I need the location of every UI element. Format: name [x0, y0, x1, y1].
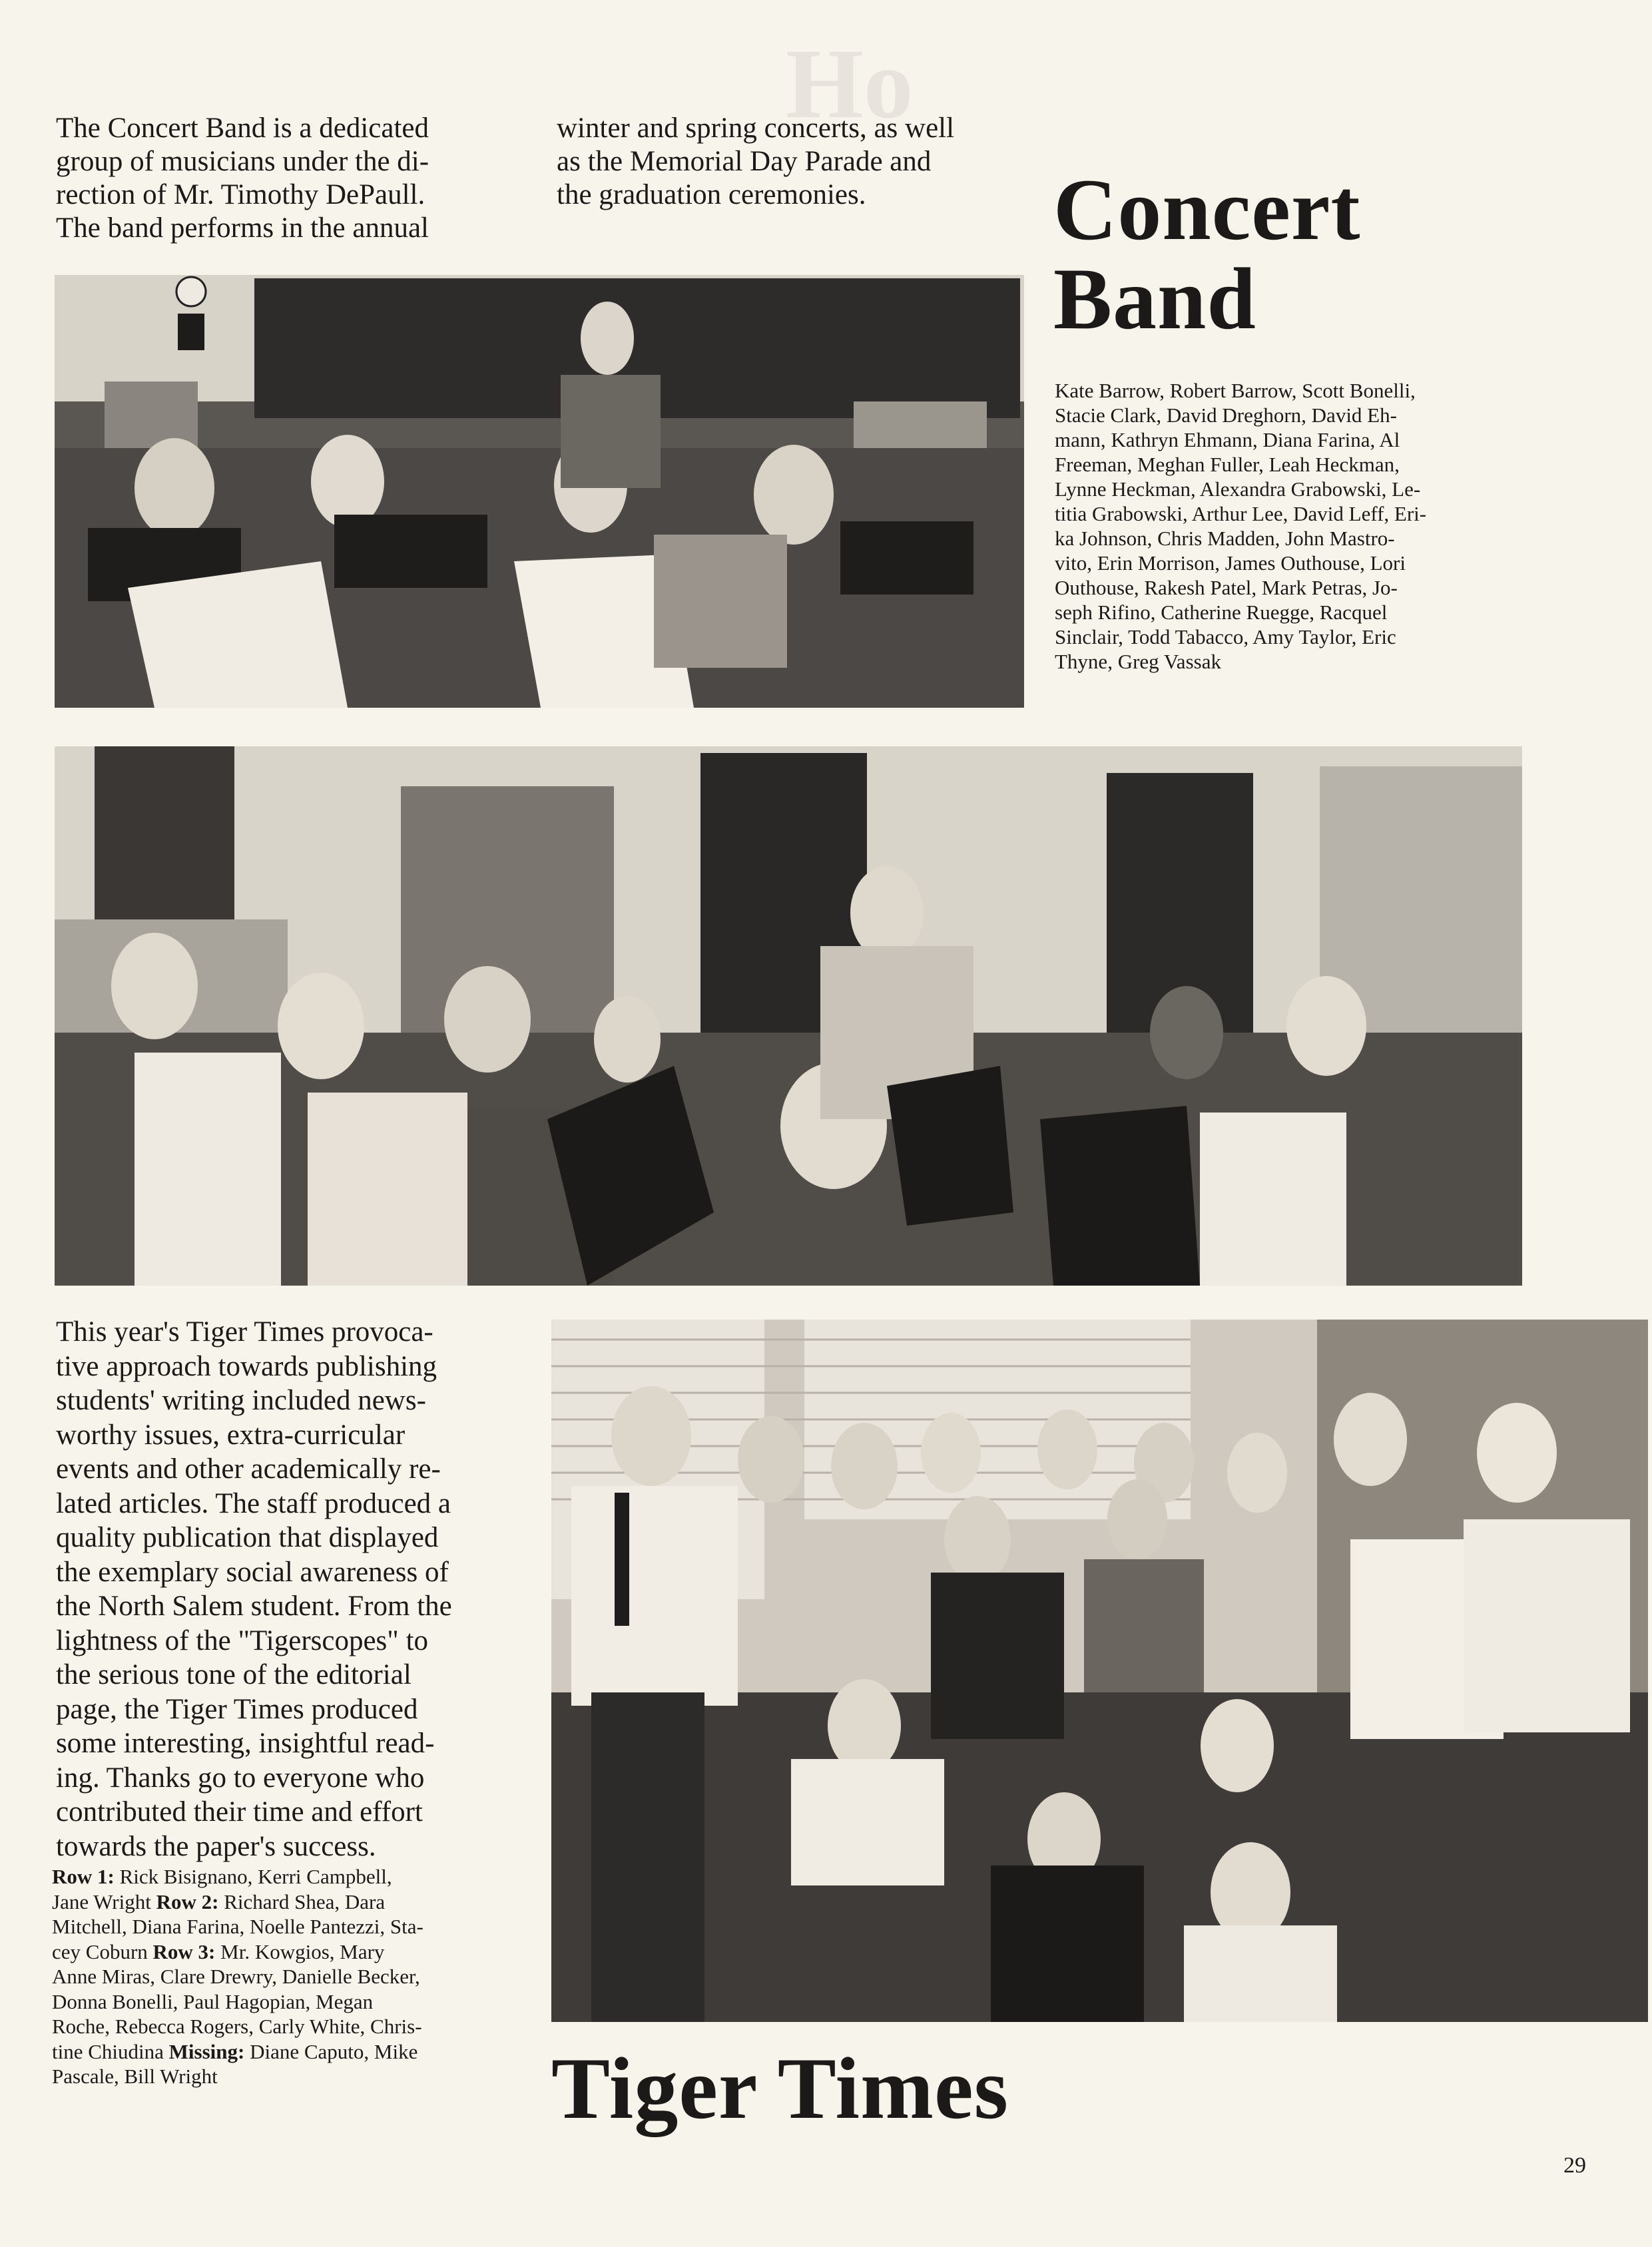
concert-band-photo-classroom [55, 275, 1024, 708]
tiger-times-description: This year's Tiger Times provoca- tive approach towards publishing students' writing included news- worthy issues, extra-curricular events and other academically re- lated articles. The staff produced a quality publication that displayed the exemplary social awareness of the North Salem student. From the lightness of the "Tigerscopes" to the serious tone of the editorial page, the Tiger Times produced some interesting, insightful read- ing. Thanks go to everyone who contributed their time and effort towards the paper's success. [56, 1316, 452, 1862]
concert-band-intro-right: winter and spring concerts, as well as the Memorial Day Parade and the graduation ceremonies. [557, 113, 955, 210]
missing-names: Diane Caputo, Mike Pascale, Bill Wright [52, 2039, 418, 2088]
tiger-times-staff-photo [551, 1320, 1648, 2022]
row-1-names: Rick Bisignano, Kerri Campbell, Jane Wright [52, 1865, 392, 1913]
page-number: 29 [1563, 2153, 1586, 2178]
missing-label: Missing: [168, 2039, 245, 2063]
concert-band-title: Concert Band [1053, 160, 1361, 348]
row-3-names: Mr. Kowgios, Mary Anne Miras, Clare Drewry, Danielle Becker, Donna Bonelli, Paul Hagopian, Megan Roche, Rebecca Rogers, Carly White, Chris- tine Chiudina [52, 1939, 422, 2063]
tiger-times-title: Tiger Times [551, 2039, 1009, 2137]
concert-band-member-list: Kate Barrow, Robert Barrow, Scott Bonelli, Stacie Clark, David Dreghorn, David Eh- mann, Kathryn Ehmann, Diana Farina, Al Freeman, Meghan Fuller, Leah Heckman, Lynne Heckman, Alexandra Grabowski, Le- titia Grabowski, Arthur Lee, David Leff, Eri- ka Johnson, Chris Madden, John Mastro- vito, Erin Morrison, James Outhouse, Lori Outhouse, Rakesh Patel, Mark Petras, Jo- seph Rifino, Catherine Ruegge, Racquel Sinclair, Todd Tabacco, Amy Taylor, Eric Thyne, Greg Vassak [1055, 379, 1427, 673]
show-through-text: Ho [786, 29, 914, 139]
row-2-names: Richard Shea, Dara Mitchell, Diana Farina, Noelle Pantezzi, Sta- cey Coburn [52, 1889, 423, 1963]
row-3-label: Row 3: [152, 1939, 216, 1963]
row-2-label: Row 2: [156, 1889, 219, 1913]
concert-band-intro-left: The Concert Band is a dedicated group of musicians under the di- rection of Mr. Timothy DePaull. The band performs in the annual [56, 113, 429, 244]
tiger-times-staff-list [52, 1864, 511, 2089]
concert-band-photo-bandroom [55, 746, 1522, 1286]
row-1-label: Row 1: [52, 1865, 115, 1888]
